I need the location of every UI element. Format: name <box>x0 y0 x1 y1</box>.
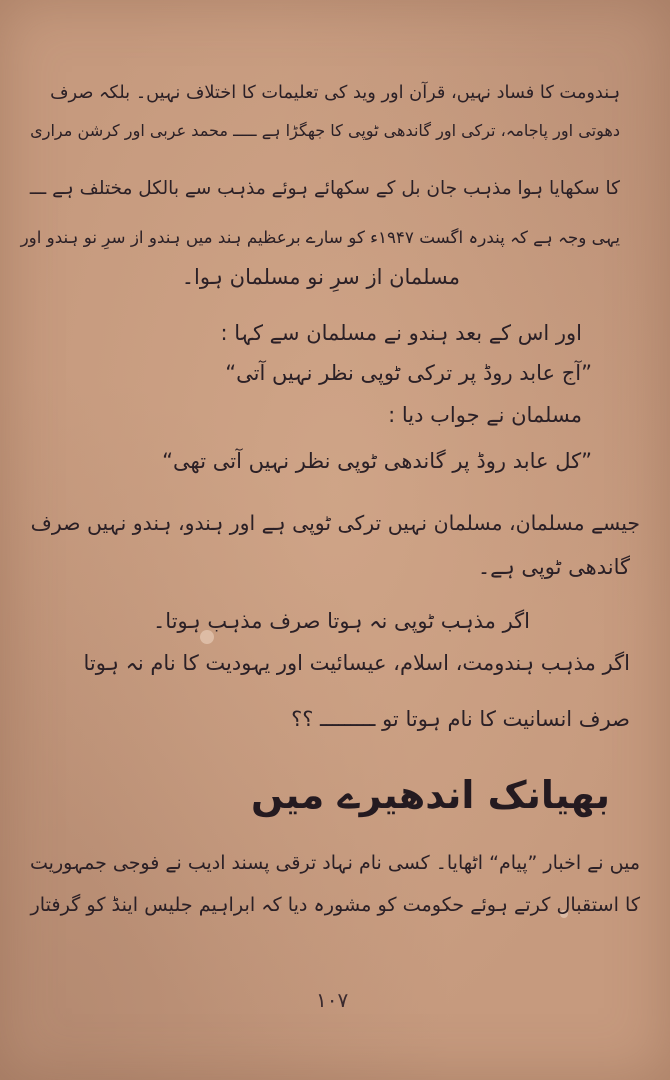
text-line: اور اس کے بعد ہندو نے مسلمان سے کہا : <box>220 321 582 345</box>
text-line: مسلمان نے جواب دیا : <box>388 403 582 427</box>
text-line: گاندھی ٹوپی ہے۔ <box>477 555 630 579</box>
section-heading: بھیانک اندھیرے میں <box>250 773 610 817</box>
page-number: ۱۰۷ <box>316 988 349 1012</box>
text-line: کا استقبال کرتے ہوئے حکومت کو مشورہ دیا کہ ابراہیم جلیس اینڈ کو گرفتار <box>30 893 640 916</box>
text-line: جیسے مسلمان، مسلمان نہیں ترکی ٹوپی ہے اور ہندو، ہندو نہیں صرف <box>30 511 640 535</box>
text-line: دھوتی اور پاجامہ، ترکی اور گاندھی ٹوپی کا جھگڑا ہے ـــــ محمد عربی اور کرشن مراری <box>30 121 620 140</box>
text-line: مسلمان از سرِ نو مسلمان ہوا۔ <box>181 265 460 289</box>
text-line: اگر مذہب ٹوپی نہ ہوتا صرف مذہب ہوتا۔ <box>152 609 530 633</box>
quote-line: ”کل عابد روڈ پر گاندھی ٹوپی نظر نہیں آتی تھی“ <box>162 449 592 473</box>
text-line: صرف انسانیت کا نام ہوتا تو ـــــــــ ؟؟ <box>291 707 630 731</box>
text-line: کا سکھایا ہوا مذہب جان بل کے سکھائے ہوئے مذہب سے بالکل مختلف ہے ـــ <box>29 178 620 199</box>
text-line: میں نے اخبار ”پیام“ اٹھایا۔ کسی نام نہاد ترقی پسند ادیب نے فوجی جمہوریت <box>30 852 640 874</box>
text-line: ہندومت کا فساد نہیں، قرآن اور وید کی تعلیمات کا اختلاف نہیں۔ بلکہ صرف <box>50 83 620 103</box>
quote-line: ”آج عابد روڈ پر ترکی ٹوپی نظر نہیں آتی“ <box>225 361 592 385</box>
text-line: اگر مذہب ہندومت، اسلام، عیسائیت اور یہودیت کا نام نہ ہوتا <box>83 651 630 675</box>
text-line: یہی وجہ ہے کہ پندرہ اگست ۱۹۴۷ء کو سارے برعظیم ہند میں ہندو از سرِ نو ہندو اور <box>20 227 620 247</box>
